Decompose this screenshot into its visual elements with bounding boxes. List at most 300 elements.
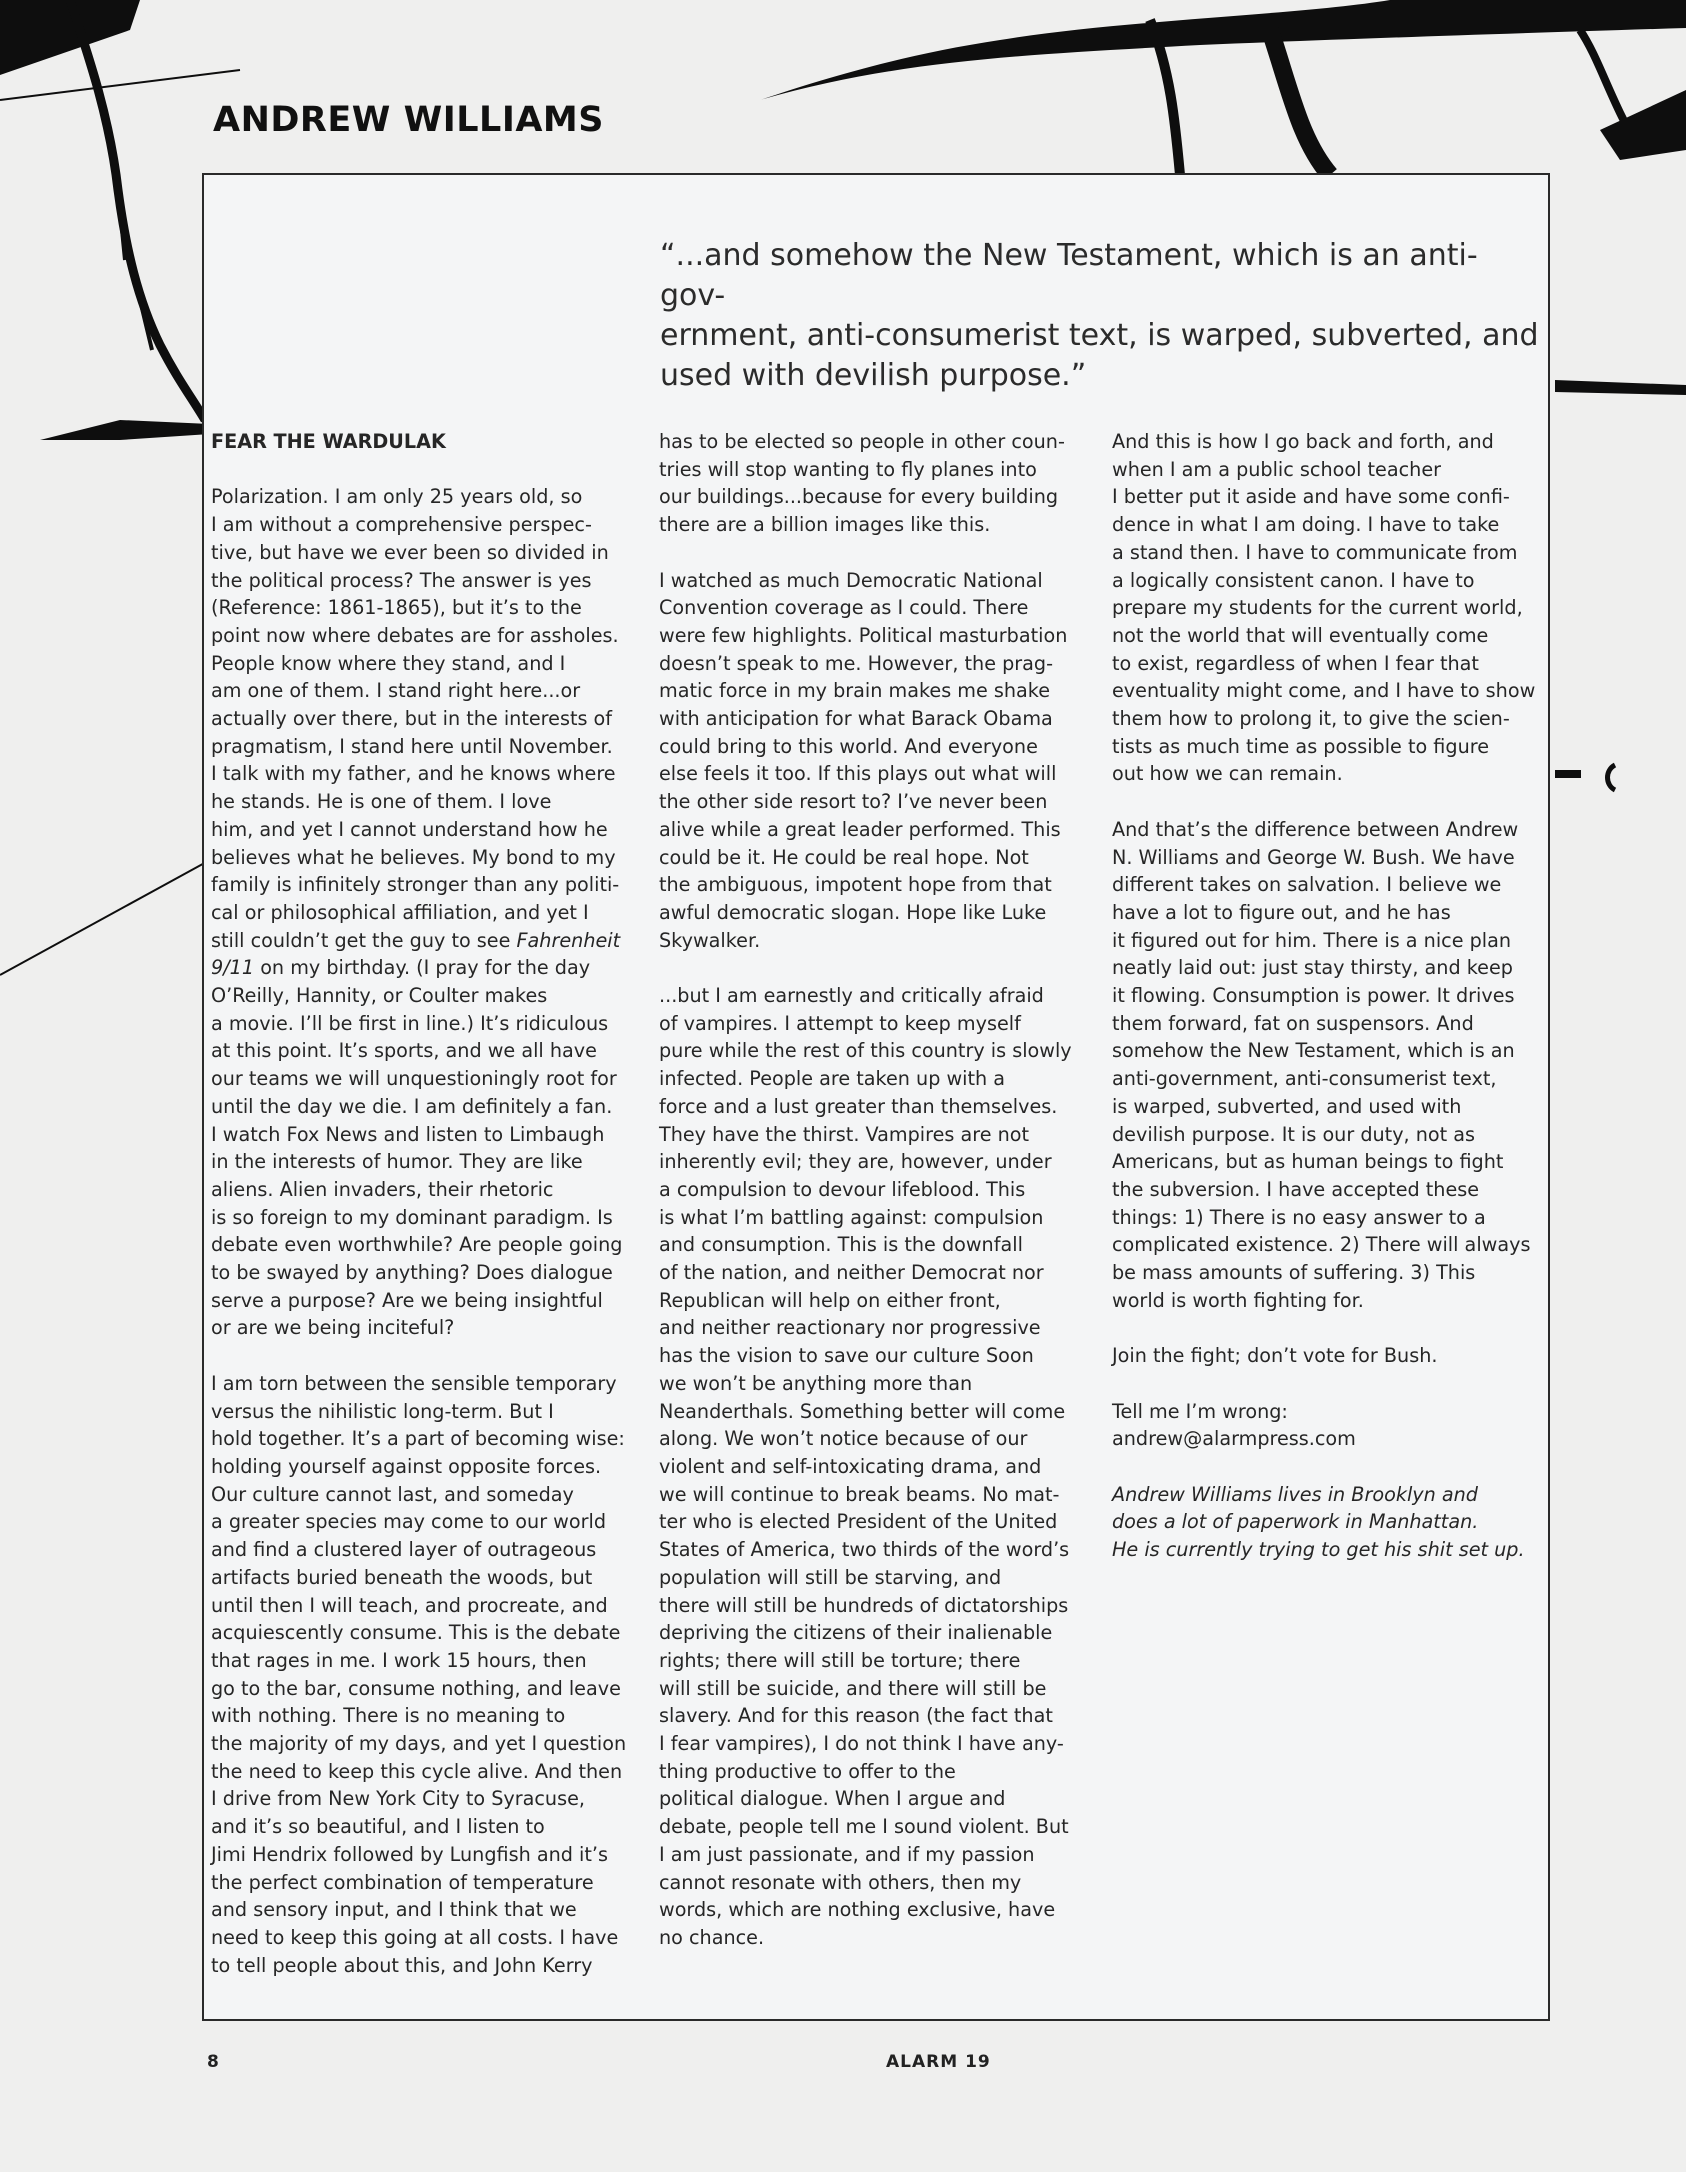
- text-line: [1112, 567, 1564, 595]
- text-run: violent and self-intoxicating drama, and: [659, 1454, 1042, 1478]
- text-line: [659, 1508, 1111, 1536]
- text-line: [659, 1314, 1111, 1342]
- text-run: Andrew Williams lives in Brooklyn and: [1112, 1482, 1478, 1506]
- text-run: They have the thirst. Vampires are not: [659, 1122, 1030, 1146]
- text-run: I fear vampires), I do not think I have any-: [659, 1732, 1064, 1756]
- text-run: neatly laid out: just stay thirsty, and keep: [1112, 956, 1513, 980]
- text-run: holding yourself against opposite forces.: [211, 1454, 602, 1478]
- text-line: [211, 899, 663, 927]
- author-name: ANDREW WILLIAMS: [213, 100, 604, 140]
- text-run: is warped, subverted, and used with: [1112, 1094, 1462, 1118]
- text-run: Neanderthals. Something better will come: [659, 1399, 1066, 1423]
- text-run: and find a clustered layer of outrageous: [211, 1538, 597, 1562]
- text-line: [211, 1758, 663, 1786]
- text-run: States of America, two thirds of the word’s: [659, 1538, 1070, 1562]
- text-line: [1112, 428, 1564, 456]
- text-line: [659, 1176, 1111, 1204]
- text-line: [659, 1758, 1111, 1786]
- text-run: He is currently trying to get his shit set up.: [1112, 1538, 1525, 1562]
- text-line: [1112, 899, 1564, 927]
- text-line: [659, 1342, 1111, 1370]
- text-line: [211, 1952, 663, 1980]
- text-line: [659, 1813, 1111, 1841]
- text-line: [211, 1093, 663, 1121]
- text-run: versus the nihilistic long-term. But I: [211, 1399, 554, 1423]
- text-run: And that’s the difference between Andrew: [1112, 817, 1519, 841]
- text-line: [659, 1896, 1111, 1924]
- text-line: [659, 1065, 1111, 1093]
- text-run: devilish purpose. It is our duty, not as: [1112, 1122, 1476, 1146]
- text-run: Our culture cannot last, and someday: [211, 1482, 574, 1506]
- text-line: [211, 1037, 663, 1065]
- pull-quote-line: used with devilish purpose.”: [660, 358, 1087, 393]
- text-run: them forward, fat on suspensors. And: [1112, 1011, 1474, 1035]
- text-line: [659, 871, 1111, 899]
- text-run: FEAR THE WARDULAK: [211, 430, 446, 453]
- text-line: [211, 1675, 663, 1703]
- text-line: [1112, 483, 1564, 511]
- text-run: family is infinitely stronger than any politi-: [211, 873, 620, 897]
- section-heading: [211, 428, 663, 456]
- text-line: [211, 954, 663, 982]
- text-run: population will still be starving, and: [659, 1565, 1002, 1589]
- text-line: [659, 844, 1111, 872]
- text-run: still couldn’t get the guy to see: [211, 928, 517, 952]
- text-line: [1112, 844, 1564, 872]
- text-run: go to the bar, consume nothing, and leave: [211, 1676, 621, 1700]
- text-run: in the interests of humor. They are like: [211, 1150, 583, 1174]
- text-run: it figured out for him. There is a nice plan: [1112, 928, 1512, 952]
- text-run: debate, people tell me I sound violent. But: [659, 1815, 1069, 1839]
- text-line: [1112, 705, 1564, 733]
- text-line: [211, 1924, 663, 1952]
- text-line: [659, 1675, 1111, 1703]
- text-run: andrew@alarmpress.com: [1112, 1427, 1356, 1451]
- text-run: we will continue to break beams. No mat-: [659, 1482, 1060, 1506]
- article-column-2: [659, 428, 1111, 1952]
- text-line: [211, 1647, 663, 1675]
- text-line: [659, 1592, 1111, 1620]
- text-line: [211, 511, 663, 539]
- text-line: [211, 1702, 663, 1730]
- text-line: [659, 1841, 1111, 1869]
- text-run: when I am a public school teacher: [1112, 457, 1442, 481]
- text-line: [1112, 1121, 1564, 1149]
- text-line: [659, 733, 1111, 761]
- text-line: [659, 1924, 1111, 1952]
- text-run: a stand then. I have to communicate from: [1112, 540, 1518, 564]
- text-run: infected. People are taken up with a: [659, 1067, 1006, 1091]
- text-line: [211, 1370, 663, 1398]
- text-run: our teams we will unquestioningly root for: [211, 1067, 617, 1091]
- text-line: [211, 1536, 663, 1564]
- text-run: him, and yet I cannot understand how he: [211, 817, 608, 841]
- text-line: [1112, 1259, 1564, 1287]
- text-run: words, which are nothing exclusive, have: [659, 1898, 1056, 1922]
- text-line: [211, 733, 663, 761]
- text-run: could be it. He could be real hope. Not: [659, 845, 1029, 869]
- text-run: I watched as much Democratic National: [659, 568, 1043, 592]
- text-run: ter who is elected President of the United: [659, 1510, 1058, 1534]
- text-run: and neither reactionary nor progressive: [659, 1316, 1041, 1340]
- text-run: Republican will help on either front,: [659, 1288, 1001, 1312]
- text-line: [211, 760, 663, 788]
- text-line: [659, 1204, 1111, 1232]
- text-line: [659, 1010, 1111, 1038]
- text-line: [211, 1481, 663, 1509]
- text-run: dence in what I am doing. I have to take: [1112, 513, 1500, 537]
- text-line: [659, 1481, 1111, 1509]
- text-line: [1112, 511, 1564, 539]
- text-run: actually over there, but in the interests of: [211, 707, 613, 731]
- text-line: [659, 1287, 1111, 1315]
- text-line: [659, 1259, 1111, 1287]
- text-line: [659, 1148, 1111, 1176]
- text-line: [1112, 1398, 1564, 1426]
- text-run: need to keep this going at all costs. I have: [211, 1925, 619, 1949]
- text-run: and sensory input, and I think that we: [211, 1898, 577, 1922]
- text-line: [211, 1148, 663, 1176]
- text-line: [659, 622, 1111, 650]
- text-line: [659, 705, 1111, 733]
- text-run: Join the fight; don’t vote for Bush.: [1112, 1344, 1438, 1368]
- text-line: [659, 1869, 1111, 1897]
- text-line: [211, 844, 663, 872]
- text-run: awful democratic slogan. Hope like Luke: [659, 900, 1047, 924]
- text-line: [211, 1065, 663, 1093]
- text-line: [659, 1785, 1111, 1813]
- text-run: has the vision to save our culture Soon: [659, 1344, 1034, 1368]
- text-line: [659, 816, 1111, 844]
- text-run: I am just passionate, and if my passion: [659, 1842, 1035, 1866]
- text-run: with nothing. There is no meaning to: [211, 1704, 566, 1728]
- text-line: [211, 871, 663, 899]
- text-run: Convention coverage as I could. There: [659, 596, 1029, 620]
- text-run: a logically consistent canon. I have to: [1112, 568, 1475, 592]
- text-line: [211, 483, 663, 511]
- text-line: [211, 788, 663, 816]
- text-run: and consumption. This is the downfall: [659, 1233, 1023, 1257]
- text-line: [1112, 1204, 1564, 1232]
- text-line: [1112, 1231, 1564, 1259]
- text-line: [659, 1231, 1111, 1259]
- text-line: [659, 1093, 1111, 1121]
- text-line: [211, 594, 663, 622]
- text-line: [1112, 539, 1564, 567]
- text-run: I better put it aside and have some confi-: [1112, 485, 1510, 509]
- text-run: complicated existence. 2) There will always: [1112, 1233, 1531, 1257]
- text-run: somehow the New Testament, which is an: [1112, 1039, 1515, 1063]
- text-line: [211, 1813, 663, 1841]
- text-run: the subversion. I have accepted these: [1112, 1177, 1480, 1201]
- text-run: serve a purpose? Are we being insightful: [211, 1288, 603, 1312]
- text-run: could bring to this world. And everyone: [659, 734, 1038, 758]
- text-line: [1112, 760, 1564, 788]
- text-run: aliens. Alien invaders, their rhetoric: [211, 1177, 554, 1201]
- text-line: [659, 1453, 1111, 1481]
- paragraph-gap: [1112, 788, 1564, 816]
- text-run: the majority of my days, and yet I question: [211, 1732, 627, 1756]
- text-line: [211, 1287, 663, 1315]
- text-line: [1112, 1508, 1564, 1536]
- text-run: the perfect combination of temperature: [211, 1870, 594, 1894]
- text-run: he stands. He is one of them. I love: [211, 790, 552, 814]
- text-line: [659, 1037, 1111, 1065]
- text-run: on my birthday. (I pray for the day: [254, 956, 591, 980]
- text-run: tries will stop wanting to fly planes into: [659, 457, 1037, 481]
- text-run: Tell me I’m wrong:: [1112, 1399, 1288, 1423]
- text-run: along. We won’t notice because of our: [659, 1427, 1028, 1451]
- text-run: or are we being inciteful?: [211, 1316, 455, 1340]
- text-run: slavery. And for this reason (the fact that: [659, 1704, 1053, 1728]
- text-run: the ambiguous, impotent hope from that: [659, 873, 1052, 897]
- text-run: Jimi Hendrix followed by Lungfish and it’s: [211, 1842, 609, 1866]
- paragraph-gap: [211, 1342, 663, 1370]
- text-line: [211, 1314, 663, 1342]
- text-line: [659, 1121, 1111, 1149]
- text-line: [659, 788, 1111, 816]
- text-run: cannot resonate with others, then my: [659, 1870, 1022, 1894]
- text-run: (Reference: 1861-1865), but it’s to the: [211, 596, 582, 620]
- text-run: else feels it too. If this plays out what will: [659, 762, 1057, 786]
- text-line: [1112, 650, 1564, 678]
- text-line: [211, 1896, 663, 1924]
- text-line: [211, 650, 663, 678]
- text-run: different takes on salvation. I believe we: [1112, 873, 1502, 897]
- text-line: [659, 483, 1111, 511]
- text-run: I watch Fox News and listen to Limbaugh: [211, 1122, 605, 1146]
- text-run: the need to keep this cycle alive. And then: [211, 1759, 623, 1783]
- text-line: [211, 1730, 663, 1758]
- text-run: point now where debates are for assholes.: [211, 623, 619, 647]
- text-line: [211, 1425, 663, 1453]
- text-run: artifacts buried beneath the woods, but: [211, 1565, 593, 1589]
- text-line: [659, 1564, 1111, 1592]
- text-line: [1112, 1148, 1564, 1176]
- text-run: out how we can remain.: [1112, 762, 1343, 786]
- text-run: it flowing. Consumption is power. It drives: [1112, 984, 1515, 1008]
- text-line: [1112, 1176, 1564, 1204]
- text-line: [211, 1398, 663, 1426]
- text-run: ...but I am earnestly and critically afraid: [659, 984, 1044, 1008]
- pull-quote-line: ernment, anti-consumerist text, is warped, subverted, and: [660, 318, 1539, 353]
- text-line: [211, 567, 663, 595]
- text-line: [659, 1730, 1111, 1758]
- text-run: alive while a great leader performed. This: [659, 817, 1061, 841]
- text-line: [659, 1647, 1111, 1675]
- text-line: [1112, 594, 1564, 622]
- text-line: [1112, 677, 1564, 705]
- text-line: [211, 622, 663, 650]
- article-column-1: [211, 428, 663, 1979]
- page-number: 8: [207, 2052, 220, 2072]
- text-line: [1112, 733, 1564, 761]
- text-run: People know where they stand, and I: [211, 651, 566, 675]
- text-run: at this point. It’s sports, and we all have: [211, 1039, 597, 1063]
- text-line: [211, 816, 663, 844]
- text-run: force and a lust greater than themselves.: [659, 1094, 1058, 1118]
- text-line: [659, 1702, 1111, 1730]
- text-line: [659, 982, 1111, 1010]
- text-run: eventuality might come, and I have to show: [1112, 679, 1536, 703]
- text-line: [659, 677, 1111, 705]
- text-line: [211, 1592, 663, 1620]
- text-run: debate even worthwhile? Are people going: [211, 1233, 623, 1257]
- text-line: [211, 1010, 663, 1038]
- text-line: [211, 1508, 663, 1536]
- text-line: [1112, 622, 1564, 650]
- text-line: [211, 1453, 663, 1481]
- text-run: I am without a comprehensive perspec-: [211, 513, 592, 537]
- text-run: of vampires. I attempt to keep myself: [659, 1011, 1021, 1035]
- text-run: our buildings...because for every building: [659, 485, 1059, 509]
- text-line: [659, 650, 1111, 678]
- text-run: N. Williams and George W. Bush. We have: [1112, 845, 1515, 869]
- text-line: [1112, 1481, 1564, 1509]
- text-line: [1112, 816, 1564, 844]
- text-run: a compulsion to devour lifeblood. This: [659, 1177, 1026, 1201]
- text-run: were few highlights. Political masturbation: [659, 623, 1068, 647]
- text-line: [211, 1176, 663, 1204]
- text-run: that rages in me. I work 15 hours, then: [211, 1648, 587, 1672]
- text-line: [659, 1398, 1111, 1426]
- text-line: [1112, 1342, 1564, 1370]
- text-run: am one of them. I stand right here...or: [211, 679, 581, 703]
- text-run: Skywalker.: [659, 928, 761, 952]
- text-run: depriving the citizens of their inalienable: [659, 1621, 1053, 1645]
- text-run: tists as much time as possible to figure: [1112, 734, 1490, 758]
- text-line: [1112, 982, 1564, 1010]
- text-line: [211, 539, 663, 567]
- text-run: the political process? The answer is yes: [211, 568, 592, 592]
- text-line: [211, 982, 663, 1010]
- paragraph-gap: [1112, 1453, 1564, 1481]
- text-run: I drive from New York City to Syracuse,: [211, 1787, 585, 1811]
- text-run: I am torn between the sensible temporary: [211, 1371, 617, 1395]
- text-run: inherently evil; they are, however, under: [659, 1150, 1052, 1174]
- text-run: with anticipation for what Barack Obama: [659, 707, 1053, 731]
- paragraph-gap: [659, 539, 1111, 567]
- text-run: not the world that will eventually come: [1112, 623, 1489, 647]
- text-run: there will still be hundreds of dictatorships: [659, 1593, 1069, 1617]
- article-column-3: [1112, 428, 1564, 1564]
- text-line: [211, 1869, 663, 1897]
- text-line: [659, 1619, 1111, 1647]
- paragraph-gap: [211, 456, 663, 484]
- text-run: until then I will teach, and procreate, and: [211, 1593, 608, 1617]
- text-run: to exist, regardless of when I fear that: [1112, 651, 1479, 675]
- text-line: [1112, 1287, 1564, 1315]
- text-line: [659, 567, 1111, 595]
- text-run: tive, but have we ever been so divided in: [211, 540, 609, 564]
- text-run: things: 1) There is no easy answer to a: [1112, 1205, 1486, 1229]
- text-line: [211, 1619, 663, 1647]
- text-run: prepare my students for the current world,: [1112, 596, 1523, 620]
- text-line: [211, 1231, 663, 1259]
- text-run: a greater species may come to our world: [211, 1510, 607, 1534]
- text-run: no chance.: [659, 1925, 765, 1949]
- paragraph-gap: [1112, 1370, 1564, 1398]
- italic-title: Fahrenheit: [516, 928, 621, 952]
- text-line: [659, 1536, 1111, 1564]
- text-line: [659, 927, 1111, 955]
- text-line: [659, 456, 1111, 484]
- pull-quote-line: “...and somehow the New Testament, which is an anti-gov-: [660, 238, 1478, 313]
- text-line: [1112, 1093, 1564, 1121]
- text-run: them how to prolong it, to give the scien-: [1112, 707, 1510, 731]
- text-run: does a lot of paperwork in Manhattan.: [1112, 1510, 1479, 1534]
- publication-name: ALARM 19: [886, 2052, 991, 2072]
- text-run: believes what he believes. My bond to my: [211, 845, 616, 869]
- text-run: is so foreign to my dominant paradigm. Is: [211, 1205, 613, 1229]
- text-line: [659, 1425, 1111, 1453]
- text-line: [211, 927, 663, 955]
- text-line: [1112, 1065, 1564, 1093]
- text-run: And this is how I go back and forth, and: [1112, 430, 1494, 453]
- text-line: [1112, 871, 1564, 899]
- italic-title: 9/11: [211, 956, 255, 980]
- text-line: [1112, 927, 1564, 955]
- text-run: pragmatism, I stand here until November.: [211, 734, 613, 758]
- text-run: be mass amounts of suffering. 3) This: [1112, 1261, 1476, 1285]
- text-line: [211, 1121, 663, 1149]
- text-line: [659, 1370, 1111, 1398]
- text-line: [659, 511, 1111, 539]
- text-run: I talk with my father, and he knows where: [211, 762, 616, 786]
- text-run: there are a billion images like this.: [659, 513, 991, 537]
- text-run: a movie. I’ll be first in line.) It’s ridiculous: [211, 1011, 609, 1035]
- text-line: [211, 1204, 663, 1232]
- text-run: political dialogue. When I argue and: [659, 1787, 1006, 1811]
- text-run: Americans, but as human beings to fight: [1112, 1150, 1504, 1174]
- text-run: is what I’m battling against: compulsion: [659, 1205, 1044, 1229]
- paragraph-gap: [1112, 1314, 1564, 1342]
- text-run: we won’t be anything more than: [659, 1371, 973, 1395]
- text-line: [211, 677, 663, 705]
- text-line: [1112, 1037, 1564, 1065]
- paragraph-gap: [659, 954, 1111, 982]
- text-run: the other side resort to? I’ve never been: [659, 790, 1048, 814]
- text-run: world is worth fighting for.: [1112, 1288, 1364, 1312]
- text-line: [211, 705, 663, 733]
- text-line: [659, 899, 1111, 927]
- text-run: to tell people about this, and John Kerry: [211, 1953, 593, 1977]
- text-run: to be swayed by anything? Does dialogue: [211, 1261, 613, 1285]
- text-run: and it’s so beautiful, and I listen to: [211, 1815, 545, 1839]
- pull-quote: [660, 236, 1540, 396]
- text-line: [1112, 954, 1564, 982]
- text-run: pure while the rest of this country is slowly: [659, 1039, 1072, 1063]
- text-run: O’Reilly, Hannity, or Coulter makes: [211, 984, 548, 1008]
- text-run: thing productive to offer to the: [659, 1759, 956, 1783]
- text-run: rights; there will still be torture; there: [659, 1648, 1021, 1672]
- text-line: [211, 1785, 663, 1813]
- text-line: [1112, 1010, 1564, 1038]
- text-run: hold together. It’s a part of becoming wise:: [211, 1427, 625, 1451]
- text-line: [1112, 456, 1564, 484]
- text-run: will still be suicide, and there will still be: [659, 1676, 1047, 1700]
- text-run: matic force in my brain makes me shake: [659, 679, 1051, 703]
- text-run: have a lot to figure out, and he has: [1112, 900, 1451, 924]
- text-run: anti-government, anti-consumerist text,: [1112, 1067, 1497, 1091]
- text-line: [211, 1259, 663, 1287]
- text-line: [211, 1841, 663, 1869]
- text-run: until the day we die. I am definitely a fan.: [211, 1094, 613, 1118]
- text-line: [659, 594, 1111, 622]
- text-run: cal or philosophical affiliation, and yet I: [211, 900, 589, 924]
- text-line: [659, 428, 1111, 456]
- text-line: [1112, 1425, 1564, 1453]
